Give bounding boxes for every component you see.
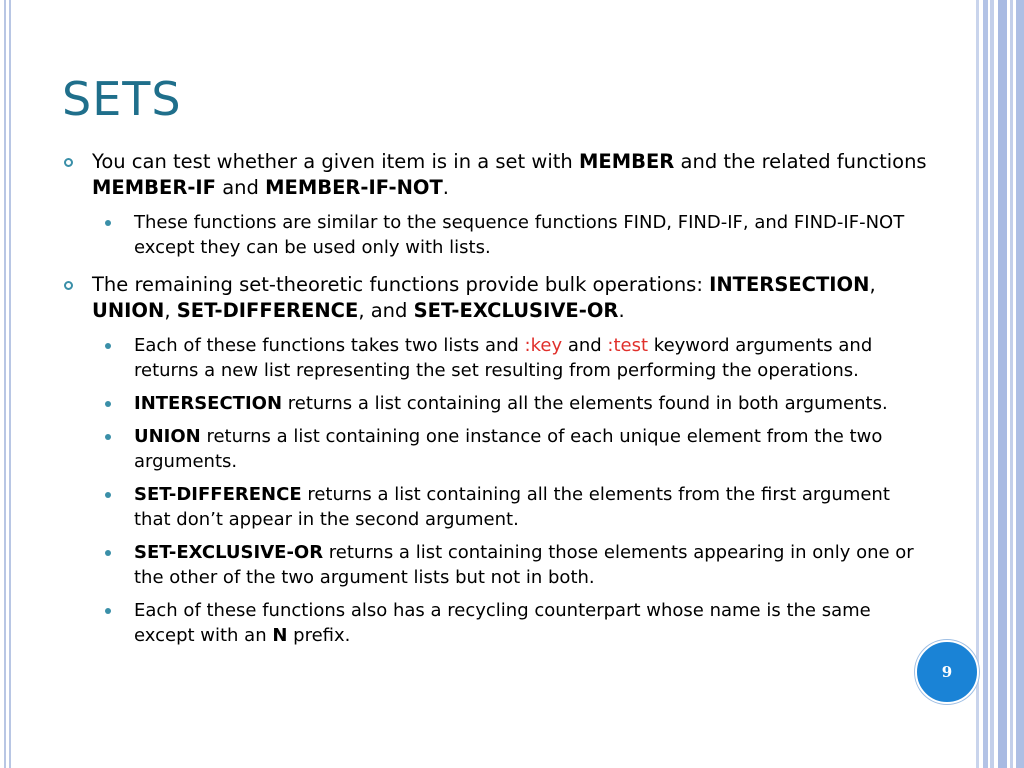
bullet-text: , xyxy=(164,299,177,322)
right-frame-line xyxy=(983,0,988,768)
dot-bullet-icon xyxy=(105,343,111,349)
bullet-text: , xyxy=(869,273,876,296)
bullet-text: . xyxy=(618,299,625,322)
hollow-circle-bullet-icon xyxy=(64,158,73,167)
left-frame-line xyxy=(9,0,11,768)
right-frame-line xyxy=(990,0,994,768)
bullet-text: You can test whether a given item is in a set with xyxy=(92,150,579,173)
bullet-text: . xyxy=(442,176,449,199)
bullet-text: Each of these functions also has a recycling counterpart whose name is the same except with an xyxy=(134,600,871,646)
dot-bullet-icon xyxy=(105,550,111,556)
slide-body xyxy=(62,149,932,656)
bullet-text: Each of these functions takes two lists and xyxy=(134,335,525,356)
keyword-bold: MEMBER xyxy=(578,150,675,173)
slide-title: SETS xyxy=(62,72,182,126)
bullet-level2 xyxy=(62,540,932,590)
right-frame-line xyxy=(998,0,1007,768)
page-number-badge xyxy=(915,640,979,704)
bullet-text: These functions are similar to the sequence functions FIND, FIND-IF, and FIND-IF-NOT except they can be used only with lists. xyxy=(134,212,905,258)
dot-bullet-icon xyxy=(105,608,111,614)
bullet-text: and xyxy=(216,176,266,199)
bullet-level2 xyxy=(62,210,932,260)
keyword-bold: INTERSECTION xyxy=(709,273,870,296)
bullet-text: returns a list containing those elements appearing in only one or the other of the two argument lists but not in both. xyxy=(134,542,914,588)
bullet-level2 xyxy=(62,598,932,648)
keyword-bold: UNION xyxy=(92,299,165,322)
bullet-text: The remaining set-theoretic functions provide bulk operations: xyxy=(92,273,710,296)
dot-bullet-icon xyxy=(105,220,111,226)
bullet-level2 xyxy=(62,333,932,383)
keyword-red: :test xyxy=(607,335,649,356)
bullet-level1 xyxy=(62,149,932,201)
left-frame-border xyxy=(0,0,14,768)
bullet-text: returns a list containing all the elements from the first argument that don’t appear in the second argument. xyxy=(134,484,890,530)
keyword-bold: SET-EXCLUSIVE-OR xyxy=(413,299,619,322)
keyword-bold: MEMBER-IF xyxy=(92,176,216,199)
bullet-level2 xyxy=(62,424,932,474)
keyword-bold: SET-EXCLUSIVE-OR xyxy=(134,542,324,563)
dot-bullet-icon xyxy=(105,492,111,498)
right-frame-border xyxy=(976,0,1024,768)
bullet-level2 xyxy=(62,391,932,416)
right-frame-line xyxy=(976,0,979,768)
bullet-text: and xyxy=(562,335,608,356)
bullet-text: prefix. xyxy=(287,625,351,646)
dot-bullet-icon xyxy=(105,401,111,407)
keyword-bold: INTERSECTION xyxy=(134,393,283,414)
bullet-level1 xyxy=(62,272,932,324)
keyword-bold: MEMBER-IF-NOT xyxy=(265,176,443,199)
keyword-bold: UNION xyxy=(134,426,201,447)
right-frame-line xyxy=(1010,0,1013,768)
keyword-bold: SET-DIFFERENCE xyxy=(176,299,359,322)
left-frame-line xyxy=(4,0,6,768)
dot-bullet-icon xyxy=(105,434,111,440)
page-number: 9 xyxy=(941,663,953,681)
bullet-text: returns a list containing one instance of each unique element from the two arguments. xyxy=(134,426,883,472)
bullet-level2 xyxy=(62,482,932,532)
keyword-bold: N xyxy=(272,625,288,646)
bullet-text: and the related functions xyxy=(674,150,927,173)
bullet-text: , and xyxy=(358,299,414,322)
right-frame-line xyxy=(1016,0,1024,768)
bullet-text: returns a list containing all the elements found in both arguments. xyxy=(282,393,888,414)
hollow-circle-bullet-icon xyxy=(64,281,73,290)
bullet-text: keyword arguments and returns a new list representing the set resulting from performing the operations. xyxy=(134,335,873,381)
keyword-red: :key xyxy=(524,335,563,356)
keyword-bold: SET-DIFFERENCE xyxy=(134,484,302,505)
